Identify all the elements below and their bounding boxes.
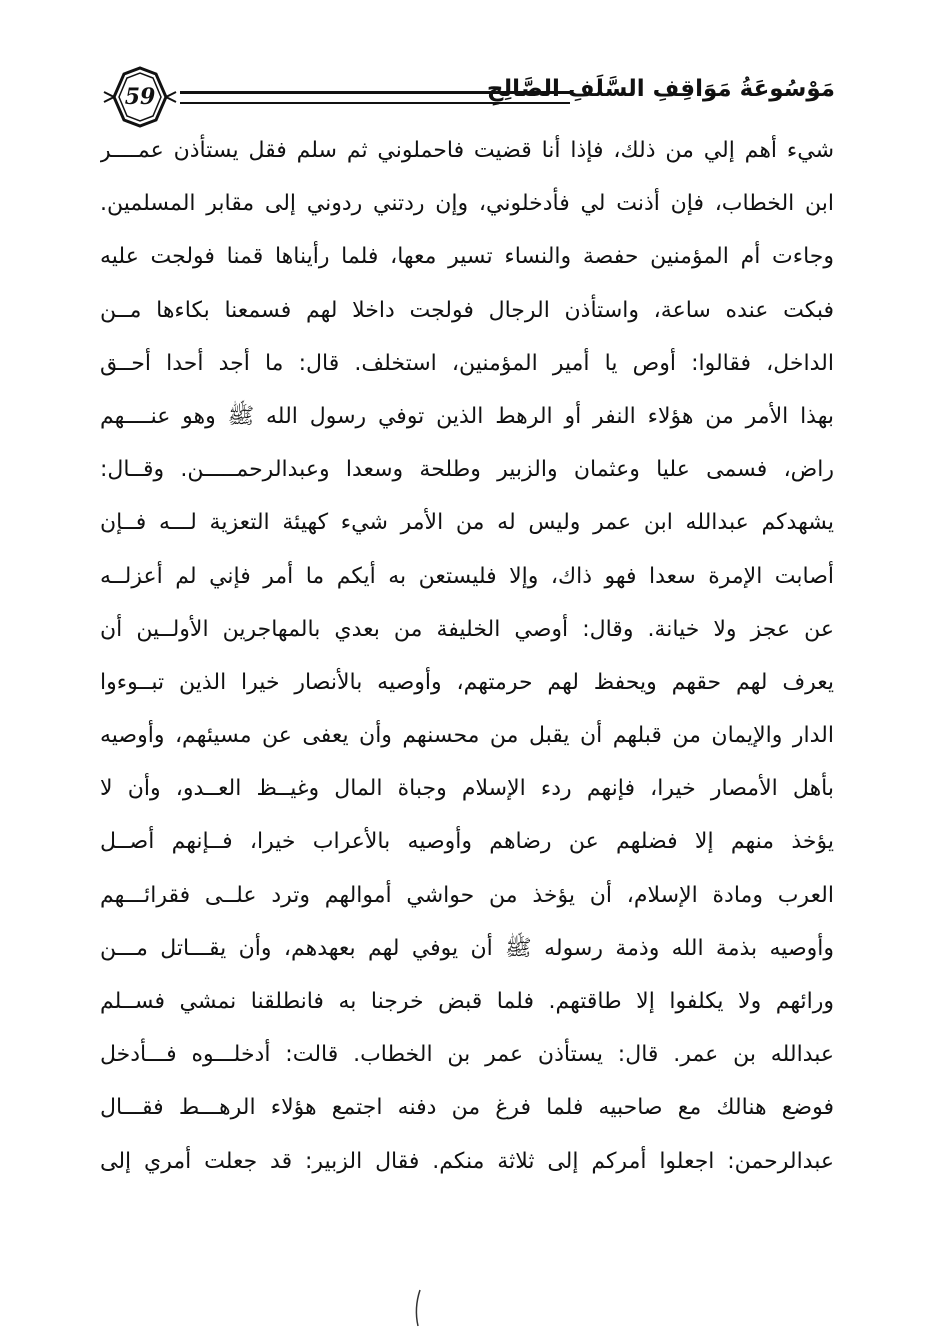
text-line: أصابت الإمرة سعدا فهو ذاك، وإلا فليستعن به أيكم ما أمر فإني لم أعزلــه xyxy=(100,563,834,589)
text-line: عن عجز ولا خيانة. وقال: أوصي الخليفة من بعدي بالمهاجرين الأولــين أن xyxy=(100,616,834,642)
text-line: الداخل، فقالوا: أوص يا أمير المؤمنين، استخلف. قال: ما أجد أحدا أحــق xyxy=(100,350,834,376)
page-number: 59 xyxy=(124,84,156,110)
text-line: عبدالرحمن: اجعلوا أمركم إلى ثلاثة منكم. فقال الزبير: قد جعلت أمري إلى xyxy=(100,1148,834,1174)
text-line: فوضع هنالك مع صاحبيه فلما فرغ من دفنه اجتمع هؤلاء الرهـــط فقـــال xyxy=(100,1095,834,1121)
text-line: يشهدكم عبدالله ابن عمر وليس له من الأمر شيء كهيئة التعزية لـــه فــإن xyxy=(100,510,834,536)
text-line: يؤخذ منهم إلا فضلهم عن رضاهم وأوصيه بالأعراب خيرا، فــإنهم أصــل xyxy=(100,829,834,855)
text-line: راض، فسمى عليا وعثمان والزبير وطلحة وسعدا وعبدالرحمـــــن. وقــال: xyxy=(100,457,834,483)
scan-mark-icon xyxy=(408,1288,428,1328)
text-line: عبدالله بن عمر. قال: يستأذن عمر بن الخطاب. قالت: أدخلـــوه فـــأدخل xyxy=(100,1042,834,1068)
text-line: الدار والإيمان من قبلهم أن يقبل من محسنهم وأن يعفى عن مسيئهم، وأوصيه xyxy=(100,723,834,749)
text-line: وأوصيه بذمة الله وذمة رسوله ﷺ أن يوفي لهم بعهدهم، وأن يقـــاتل مـــن xyxy=(100,935,834,961)
text-line: بأهل الأمصار خيرا، فإنهم ردء الإسلام وجباة المال وغيــظ العــدو، وأن لا xyxy=(100,776,834,802)
text-line: وجاءت أم المؤمنين حفصة والنساء تسير معها، فلما رأيناها قمنا فولجت عليه xyxy=(100,244,834,270)
text-line: شيء أهم إلي من ذلك، فإذا أنا قضيت فاحملوني ثم سلم فقل يستأذن عمــــر xyxy=(100,138,834,163)
text-line: فبكت عنده ساعة، واستأذن الرجال فولجت داخلا لهم فسمعنا بكاءها مــن xyxy=(100,297,834,323)
text-line: ورائهم ولا يكلفوا إلا طاقتهم. فلما قبض خرجنا به فانطلقنا نمشي فســلم xyxy=(100,989,834,1014)
text-line: ابن الخطاب، فإن أذنت لي فأدخلوني، وإن ردتني ردوني إلى مقابر المسلمين. xyxy=(100,191,834,217)
book-title: مَوْسُوعَةُ مَوَاقِفِ السَّلَفِ الصَّالِحِ xyxy=(486,76,835,102)
body-text xyxy=(100,124,834,1188)
text-line: العرب ومادة الإسلام، أن يؤخذ من حواشي أموالهم وترد علــى فقرائـــهم xyxy=(100,882,834,908)
page-number-badge xyxy=(100,62,180,132)
text-line: بهذا الأمر من هؤلاء النفر أو الرهط الذين توفي رسول الله ﷺ وهو عنــــهم xyxy=(100,403,834,429)
text-line: يعرف لهم حقهم ويحفظ لهم حرمتهم، وأوصيه بالأنصار خيرا الذين تبــوءوا xyxy=(100,669,834,695)
